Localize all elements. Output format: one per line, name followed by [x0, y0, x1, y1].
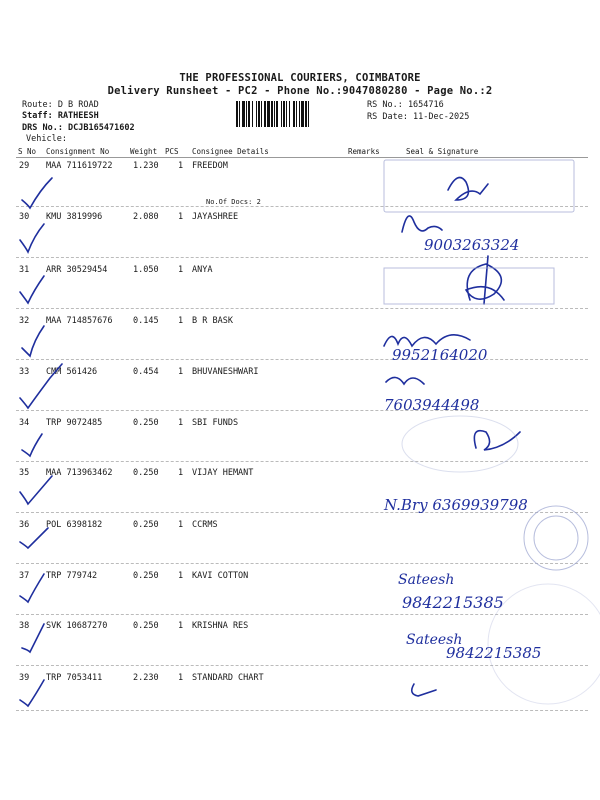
row-pcs: 1	[178, 161, 184, 171]
row-divider	[16, 257, 588, 258]
row-weight: 0.250	[133, 418, 159, 428]
row-sno: 37	[19, 571, 30, 581]
sig38-name: Sateesh	[406, 632, 463, 648]
row-consignment: SVK 10687270	[46, 621, 108, 631]
table-row	[0, 161, 600, 211]
row-pcs: 1	[178, 468, 184, 478]
row-consignee: STANDARD CHART	[192, 673, 264, 683]
row-divider	[16, 614, 588, 615]
row-weight: 0.250	[133, 520, 159, 530]
row-consignment: MAA 711619722	[46, 161, 113, 171]
sig37-name: Sateesh	[398, 572, 455, 588]
row-divider	[16, 710, 588, 711]
row-consignment: CMM 561426	[46, 367, 98, 377]
row-sno: 39	[19, 673, 30, 683]
col-consignee: Consignee Details	[192, 147, 269, 156]
row-consignment: TRP 9072485	[46, 418, 103, 428]
row-divider	[16, 461, 588, 462]
row-consignee: BHUVANESHWARI	[192, 367, 259, 377]
row-consignment: MAA 714857676	[46, 316, 113, 326]
table-row	[0, 621, 600, 671]
row-pcs: 1	[178, 673, 184, 683]
row-consignment: ARR 30529454	[46, 265, 108, 275]
row-consignee: B R BASK	[192, 316, 233, 326]
company-title: THE PROFESSIONAL COURIERS, COIMBATORE	[179, 72, 421, 84]
row-pcs: 1	[178, 265, 184, 275]
row-sno: 38	[19, 621, 30, 631]
row-pcs: 1	[178, 621, 184, 631]
table-row	[0, 212, 600, 262]
row-weight: 1.050	[133, 265, 159, 275]
row-sno: 30	[19, 212, 30, 222]
row-consignee: FREEDOM	[192, 161, 228, 171]
col-seal: Seal & Signature	[406, 147, 479, 156]
row-weight: 0.250	[133, 571, 159, 581]
row-consignee: VIJAY HEMANT	[192, 468, 254, 478]
row-pcs: 1	[178, 520, 184, 530]
row-divider	[16, 410, 588, 411]
row-consignee: ANYA	[192, 265, 213, 275]
row-consignment: TRP 779742	[46, 571, 98, 581]
row-sno: 31	[19, 265, 30, 275]
table-row	[0, 673, 600, 723]
vehicle-label: Vehicle:	[26, 134, 67, 144]
row-sno: 34	[19, 418, 30, 428]
staff-label: Staff: RATHEESH	[22, 111, 99, 121]
row-divider	[16, 512, 588, 513]
runsheet-subtitle: Delivery Runsheet - PC2 - Phone No.:9047080280 - Page No.:2	[107, 85, 493, 97]
rs-date: RS Date: 11-Dec-2025	[367, 112, 470, 122]
row-weight: 0.250	[133, 468, 159, 478]
row-consignee: CCRMS	[192, 520, 218, 530]
no-of-docs: No.Of Docs: 2	[206, 198, 261, 206]
row-consignee: KAVI COTTON	[192, 571, 249, 581]
rs-number: RS No.: 1654716	[367, 100, 444, 110]
row-consignee: SBI FUNDS	[192, 418, 239, 428]
table-row	[0, 468, 600, 518]
row-weight: 0.454	[133, 367, 159, 377]
sig32-phone: 9952164020	[392, 346, 488, 364]
sig33-phone: 7603944498	[384, 396, 480, 414]
row-pcs: 1	[178, 418, 184, 428]
sig35-text: N.Bry 6369939798	[384, 496, 528, 514]
barcode	[236, 101, 362, 127]
row-consignment: KMU 3819996	[46, 212, 103, 222]
row-weight: 2.080	[133, 212, 159, 222]
row-sno: 32	[19, 316, 30, 326]
sig38-phone: 9842215385	[446, 644, 542, 662]
sig30-phone: 9003263324	[424, 236, 520, 254]
row-weight: 1.230	[133, 161, 159, 171]
row-consignment: POL 6398182	[46, 520, 103, 530]
row-divider	[16, 563, 588, 564]
col-weight: Weight	[130, 147, 158, 156]
row-pcs: 1	[178, 367, 184, 377]
col-consignment: Consignment No	[46, 147, 110, 156]
col-sno: S No	[18, 147, 37, 156]
sig37-phone: 9842215385	[402, 593, 504, 612]
row-pcs: 1	[178, 316, 184, 326]
row-consignee: KRISHNA RES	[192, 621, 249, 631]
header-rule	[16, 157, 588, 158]
col-remarks: Remarks	[348, 147, 380, 156]
route-label: Route: D B ROAD	[22, 100, 99, 110]
row-pcs: 1	[178, 212, 184, 222]
row-weight: 0.145	[133, 316, 159, 326]
col-pcs: PCS	[165, 147, 179, 156]
row-consignee: JAYASHREE	[192, 212, 239, 222]
row-weight: 0.250	[133, 621, 159, 631]
row-weight: 2.230	[133, 673, 159, 683]
row-pcs: 1	[178, 571, 184, 581]
row-divider	[16, 308, 588, 309]
row-consignment: TRP 7053411	[46, 673, 103, 683]
row-sno: 29	[19, 161, 30, 171]
row-sno: 35	[19, 468, 30, 478]
row-sno: 36	[19, 520, 30, 530]
row-divider	[16, 665, 588, 666]
drs-number: DRS No.: DCJB165471602	[22, 123, 135, 133]
row-divider	[16, 206, 588, 207]
row-consignment: MAA 713963462	[46, 468, 113, 478]
row-sno: 33	[19, 367, 30, 377]
row-divider	[16, 359, 588, 360]
